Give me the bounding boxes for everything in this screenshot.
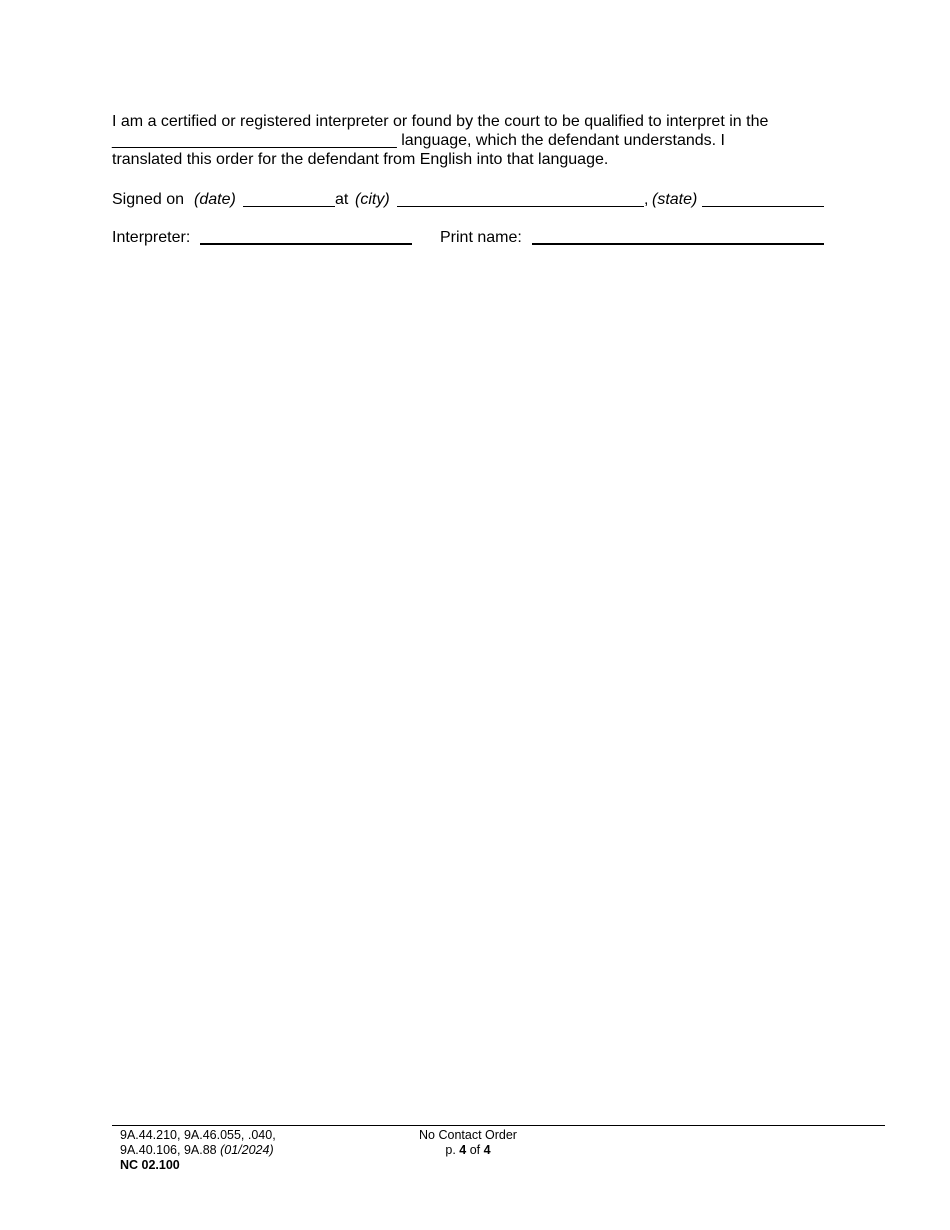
print-name-label: Print name: — [440, 229, 522, 246]
page-total: 4 — [483, 1143, 491, 1157]
comma-separator: , — [644, 191, 649, 208]
footer-divider — [112, 1125, 885, 1126]
statutes-line-2-text: 9A.40.106, 9A.88 — [120, 1143, 217, 1157]
print-name-field[interactable] — [532, 243, 824, 245]
interpreter-row — [112, 228, 825, 247]
statutes-line-2 — [120, 1143, 276, 1158]
city-hint: (city) — [355, 191, 390, 208]
page-indicator — [400, 1143, 536, 1158]
date-hint: (date) — [194, 191, 236, 208]
revision-date: (01/2024) — [220, 1143, 274, 1157]
signed-on-label: Signed on — [112, 191, 185, 208]
interpreter-statement — [112, 112, 832, 169]
interpreter-signature-field[interactable] — [200, 243, 412, 245]
language-blank[interactable]: ________________________________ — [112, 132, 397, 149]
footer-statutes — [120, 1128, 276, 1173]
city-field[interactable] — [397, 206, 644, 207]
statement-line-3: translated this order for the defendant from English into that language. — [112, 151, 609, 168]
page-current: 4 — [459, 1143, 467, 1157]
form-number: NC 02.100 — [120, 1158, 180, 1172]
page-prefix: p. — [445, 1143, 456, 1157]
date-field[interactable] — [243, 206, 335, 207]
at-label: at — [335, 191, 349, 208]
footer-title-block — [400, 1128, 536, 1158]
page-of: of — [469, 1143, 481, 1157]
state-field[interactable] — [702, 206, 824, 207]
signed-on-row — [112, 190, 825, 209]
form-title: No Contact Order — [419, 1128, 517, 1142]
statutes-line-1: 9A.44.210, 9A.46.055, .040, — [120, 1128, 276, 1142]
statement-line-1: I am a certified or registered interpreter or found by the court to be qualified to interpret in the — [112, 113, 769, 130]
statement-line-2-text: language, which the defendant understands. I — [396, 132, 725, 149]
interpreter-label: Interpreter: — [112, 229, 191, 246]
statement-line-2 — [112, 131, 832, 150]
state-hint: (state) — [652, 191, 698, 208]
